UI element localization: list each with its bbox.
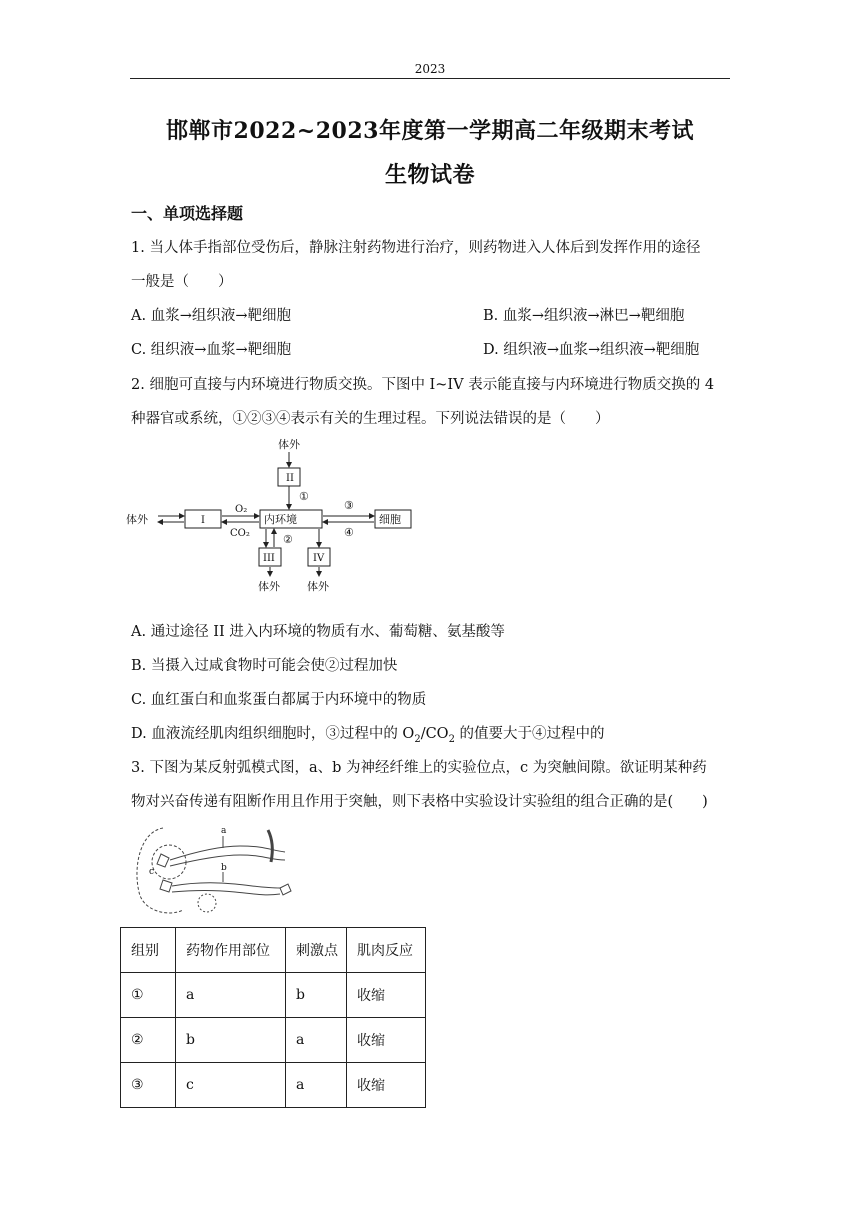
q1-stem-line1: 1. 当人体手指部位受伤后，静脉注射药物进行治疗，则药物进入人体后到发挥作用的途径 bbox=[131, 240, 701, 256]
reflex-arc-figure bbox=[135, 822, 310, 922]
q1-option-b: B. 血浆→组织液→淋巴→靶细胞 bbox=[483, 308, 685, 324]
q2-option-d-pre: D. 血液流经肌肉组织细胞时，③过程中的 O bbox=[131, 726, 415, 742]
neuron-body-1 bbox=[157, 854, 169, 867]
q1-option-c: C. 组织液→血浆→靶细胞 bbox=[131, 342, 292, 358]
label-process-4: ④ bbox=[344, 526, 354, 539]
table-header-row bbox=[121, 928, 426, 973]
cell-stimulus: b bbox=[286, 973, 347, 1018]
label-cell: 细胞 bbox=[379, 513, 401, 526]
label-internal-env: 内环境 bbox=[264, 513, 297, 526]
label-c: c bbox=[149, 867, 155, 877]
cell-stimulus: a bbox=[286, 1018, 347, 1063]
cell-drug-site: b bbox=[176, 1018, 286, 1063]
q2-option-a: A. 通过途径 II 进入内环境的物质有水、葡萄糖、氨基酸等 bbox=[131, 624, 505, 640]
q2-option-b: B. 当摄入过咸食物时可能会使②过程加快 bbox=[131, 658, 398, 674]
q2-option-d-post: 的值要大于④过程中的 bbox=[454, 726, 605, 742]
label-a: a bbox=[221, 826, 227, 836]
q2-option-c: C. 血红蛋白和血浆蛋白都属于内环境中的物质 bbox=[131, 692, 427, 708]
cell-response: 收缩 bbox=[347, 1063, 426, 1108]
q1-option-a: A. 血浆→组织液→靶细胞 bbox=[131, 308, 291, 324]
q2-option-d-sub1: 2 bbox=[414, 733, 421, 745]
label-outside-bottom-left: 体外 bbox=[258, 580, 280, 593]
th-muscle-response: 肌肉反应 bbox=[347, 928, 426, 973]
cell-response: 收缩 bbox=[347, 1018, 426, 1063]
q2-stem-line1: 2. 细胞可直接与内环境进行物质交换。下图中 I~IV 表示能直接与内环境进行物质交换的 4 bbox=[131, 377, 715, 393]
page-title: 邯郸市2022~2023年度第一学期高二年级期末考试 bbox=[166, 118, 694, 144]
label-process-3: ③ bbox=[344, 499, 354, 512]
label-box-I: I bbox=[201, 515, 205, 526]
internal-environment-diagram bbox=[118, 436, 418, 596]
cell-group: ① bbox=[121, 973, 176, 1018]
cell-stimulus: a bbox=[286, 1063, 347, 1108]
q3-stem-line1: 3. 下图为某反射弧模式图，a、b 为神经纤维上的实验位点，c 为突触间隙。欲证明某种药 bbox=[131, 760, 707, 776]
label-box-II: II bbox=[286, 473, 294, 484]
q2-stem-line2: 种器官或系统，①②③④表示有关的生理过程。下列说法错误的是（ ） bbox=[131, 411, 610, 427]
q3-stem-line2: 物对兴奋传递有阻断作用且作用于突触，则下表格中实验设计实验组的组合正确的是( ) bbox=[131, 794, 708, 810]
afferent-fiber bbox=[172, 883, 280, 888]
synapse-circle bbox=[152, 845, 186, 879]
q2-option-d-sub2: 2 bbox=[448, 733, 455, 745]
label-co2: CO₂ bbox=[230, 528, 250, 539]
page-subtitle: 生物试卷 bbox=[384, 162, 475, 188]
th-group: 组别 bbox=[121, 928, 176, 973]
cell-drug-site: a bbox=[176, 973, 286, 1018]
label-process-2: ② bbox=[283, 533, 293, 546]
table-row bbox=[121, 1018, 426, 1063]
receptor bbox=[280, 884, 291, 895]
label-box-III: III bbox=[263, 553, 275, 564]
ganglion-circle bbox=[198, 894, 216, 912]
label-outside-bottom-right: 体外 bbox=[307, 580, 329, 593]
th-drug-site: 药物作用部位 bbox=[176, 928, 286, 973]
label-outside-left: 体外 bbox=[126, 513, 148, 526]
q2-option-d-mid: /CO bbox=[420, 726, 449, 742]
table-row bbox=[121, 1063, 426, 1108]
label-process-1: ① bbox=[299, 490, 309, 503]
q1-stem-line2: 一般是（ ） bbox=[131, 274, 233, 290]
table-row bbox=[121, 973, 426, 1018]
effector-muscle bbox=[268, 830, 272, 862]
th-stimulus-point: 刺激点 bbox=[286, 928, 347, 973]
spinal-cord-boundary bbox=[137, 828, 183, 913]
cell-drug-site: c bbox=[176, 1063, 286, 1108]
label-o2: O₂ bbox=[235, 504, 248, 515]
label-box-IV: IV bbox=[313, 553, 325, 564]
page-header-year: 2023 bbox=[414, 62, 446, 76]
q1-option-d: D. 组织液→血浆→组织液→靶细胞 bbox=[483, 342, 700, 358]
cell-response: 收缩 bbox=[347, 973, 426, 1018]
q3-table bbox=[120, 927, 426, 1108]
label-b: b bbox=[221, 863, 227, 873]
neuron-body-2 bbox=[160, 880, 172, 892]
cell-group: ② bbox=[121, 1018, 176, 1063]
header-rule bbox=[130, 78, 730, 79]
cell-group: ③ bbox=[121, 1063, 176, 1108]
q2-option-d bbox=[131, 722, 605, 745]
section-heading: 一、单项选择题 bbox=[131, 204, 244, 223]
label-outside-top: 体外 bbox=[278, 438, 300, 451]
